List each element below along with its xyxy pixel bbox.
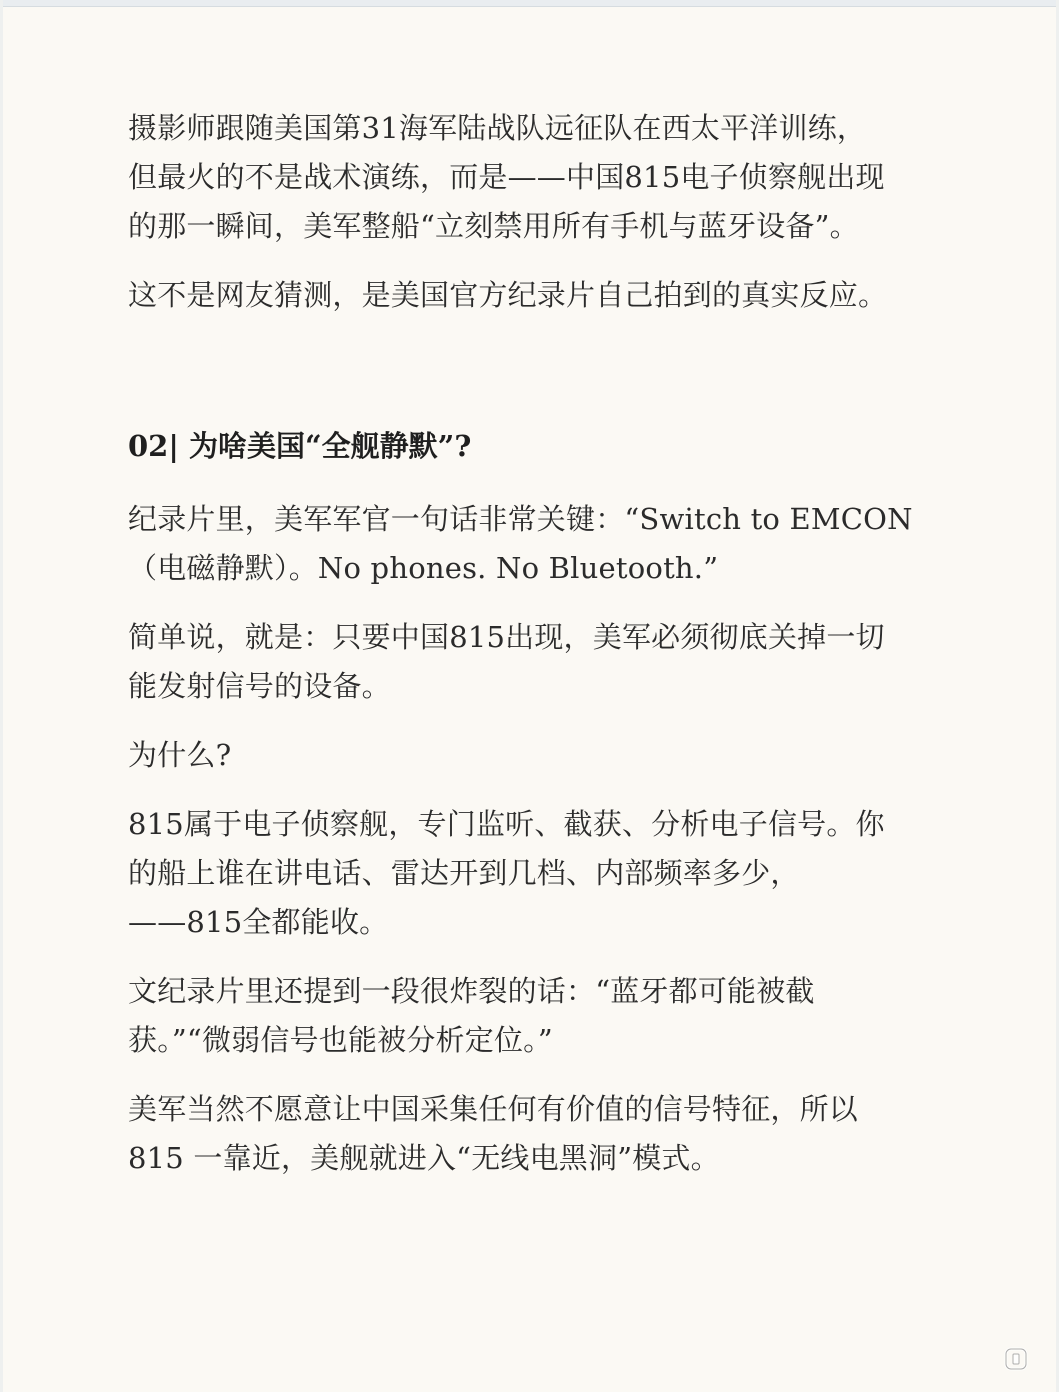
paragraph-line: 的那一瞬间，美军整船“立刻禁用所有手机与蓝牙设备”。	[128, 209, 859, 243]
top-border	[0, 0, 1059, 7]
watermark	[1003, 1346, 1037, 1372]
left-border	[0, 0, 3, 1392]
section-spacer	[128, 340, 943, 422]
paragraph-line: 简单说，就是：只要中国815出现，美军必须彻底关掉一切	[128, 620, 885, 654]
paragraph-documentary-quote	[128, 967, 943, 1065]
paragraph-officer-quote	[128, 495, 943, 593]
paragraph-line: 的船上谁在讲电话、雷达开到几档、内部频率多少，	[128, 856, 800, 890]
paragraph-line: 文纪录片里还提到一段很炸裂的话：“蓝牙都可能被截	[128, 974, 815, 1008]
paragraph-line: 为什么?	[128, 738, 232, 772]
paragraph-explanation	[128, 800, 943, 947]
paragraph-line: 815属于电子侦察舰，专门监听、截获、分析电子信号。你	[128, 807, 885, 841]
paragraph-line: 美军当然不愿意让中国采集任何有价值的信号特征，所以	[128, 1092, 859, 1126]
paragraph-line: 能发射信号的设备。	[128, 669, 391, 703]
paragraph-official-footage	[128, 271, 943, 320]
paragraph-conclusion	[128, 1085, 943, 1183]
paragraph-line: 摄影师跟随美国第31海军陆战队远征队在西太平洋训练，	[128, 111, 867, 145]
paragraph-line: （电磁静默）。No phones. No Bluetooth.”	[128, 551, 719, 585]
paragraph-line: 815 一靠近，美舰就进入“无线电黑洞”模式。	[128, 1141, 720, 1175]
paragraph-line: 但最火的不是战术演练，而是——中国815电子侦察舰出现	[128, 160, 885, 194]
paragraph-line: 纪录片里，美军军官一句话非常关键：“Switch to EMCON	[128, 502, 913, 536]
paragraph-intro	[128, 104, 943, 251]
paragraph-line: ——815全都能收。	[128, 905, 389, 939]
paragraph-line: 这不是网友猜测，是美国官方纪录片自己拍到的真实反应。	[128, 278, 888, 312]
paragraph-line: 获。”“微弱信号也能被分析定位。”	[128, 1023, 553, 1057]
paragraph-summary	[128, 613, 943, 711]
paragraph-question	[128, 731, 943, 780]
section-heading: 02| 为啥美国“全舰静默”?	[128, 429, 472, 463]
article-body	[128, 104, 943, 1203]
platform-logo-icon	[1003, 1346, 1029, 1372]
